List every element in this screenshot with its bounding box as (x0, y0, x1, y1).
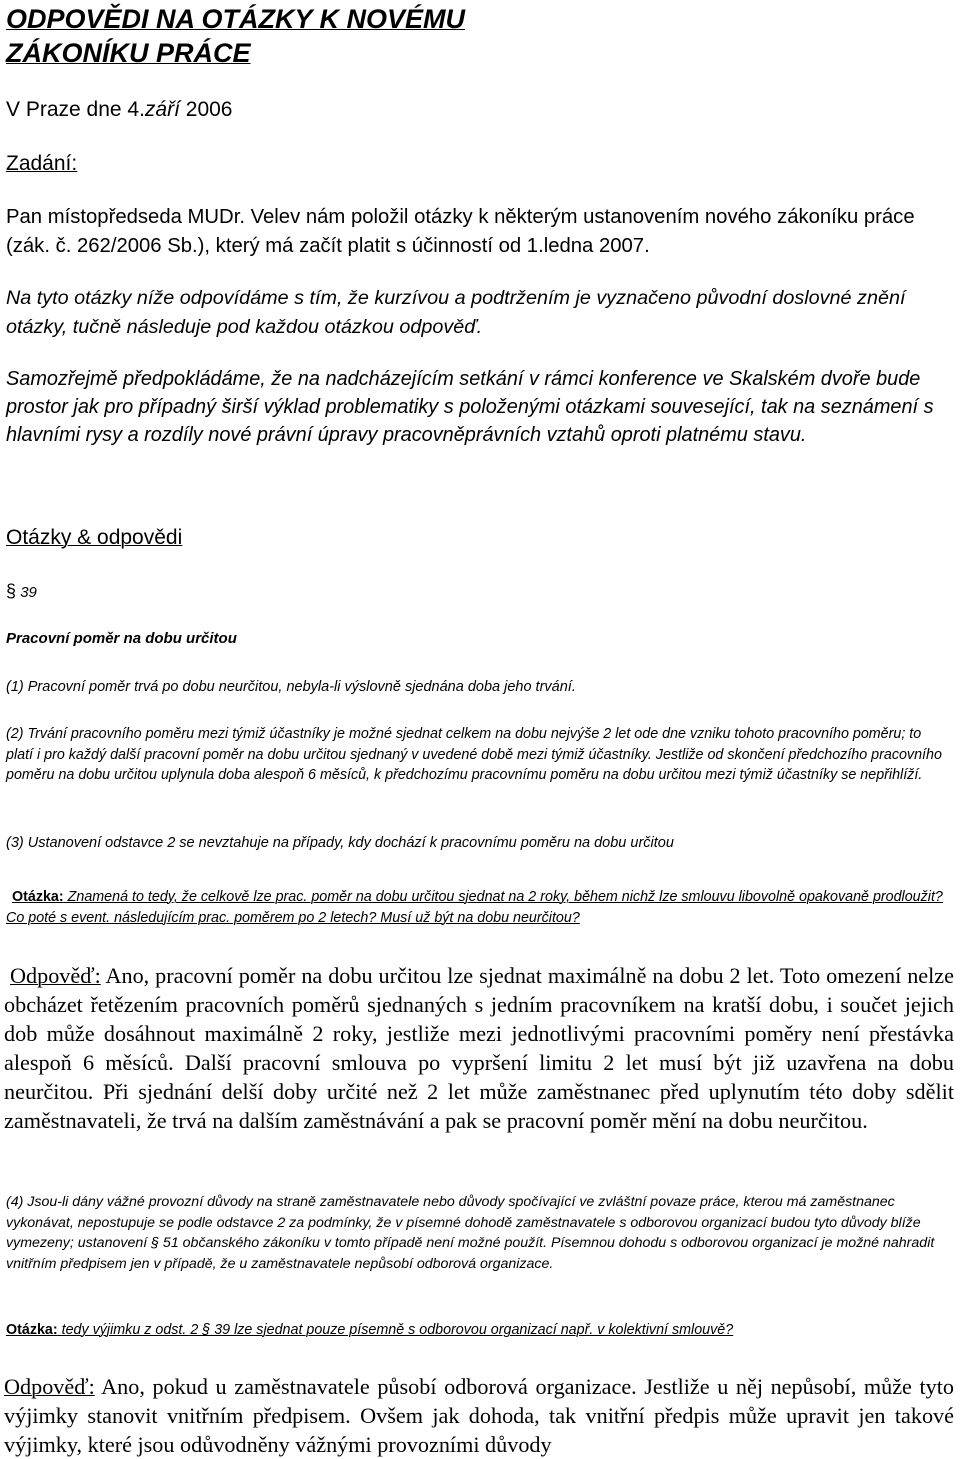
answer-1 (4, 961, 954, 1135)
answer-text: Ano, pracovní poměr na dobu určitou lze sjednat maximálně na dobu 2 let. Toto omezení nelze obcházet řetězením pracovních poměrů sjednaných s jedním pracovníkem na kratší dobu, i součet jejich dob může dosáhnout maximálně 2 roky, jestliže mezi jednotlivými pracovními poměry není přestávka alespoň 6 měsíců. Další pracovní smlouva po vypršení limitu 2 let musí být již uzavřena na dobu neurčitou. Při sjednání delší doby určité než 2 let může zaměstnanec před uplynutím této doby sdělit zaměstnavateli, že trvá na dalším zaměstnávání a pak se pracovní poměr mění na dobu neurčitou. (4, 963, 954, 1133)
question-2 (6, 1320, 733, 1341)
question-label: Otázka: (6, 1322, 58, 1338)
subsection-4: (4) Jsou-li dány vážné provozní důvody na straně zaměstnavatele nebo důvody spočívající ve zvláštní povaze práce, kterou má zaměstnanec vykonávat, nepostupuje se podle odstavce 2 za podmínky, že v písemné dohodě zaměstnavatele s odborovou organizací budou tyto důvody blíže vymezeny; ustanovení § 51 občanského zákoníku v tomto případě není možné použít. Písemnou dohodu s odborovou organizací je možné nahradit vnitřním předpisem jen v případě, že u zaměstnavatele nepůsobí odborová organizace. (6, 1194, 935, 1272)
answer-label: Odpověď: (4, 1374, 95, 1399)
intro-paragraph: Pan místopředseda MUDr. Velev nám položil otázky k některým ustanovením nového zákoníku práce (zák. č. 262/2006 Sb.), který má začít platit s účinností od 1.ledna 2007. (6, 206, 915, 257)
question-1 (6, 887, 946, 929)
subsection-2: (2) Trvání pracovního poměru mezi týmiž účastníky je možné sjednat celkem na dobu nejvýše 2 let ode dne vzniku tohoto pracovního poměru; to platí i pro každý další pracovní poměr na dobu určitou sjednaný v uvedené době mezi týmiž účastníky. Jestliže od skončení předchozího pracovního poměru na dobu určitou uplynula doba alespoň 6 měsíců, k předchozímu pracovnímu poměru na dobu určitou mezi týmiž účastníky se nepřihlíží. (6, 726, 942, 783)
subsection-3: (3) Ustanovení odstavce 2 se nevztahuje na případy, kdy dochází k pracovnímu poměru na dobu určitou (6, 835, 674, 851)
answer-2 (4, 1372, 954, 1459)
section-symbol: § (6, 581, 17, 601)
answer-text: Ano, pokud u zaměstnavatele působí odborová organizace. Jestliže u něj nepůsobí, může tyto výjimky stanovit vnitřním předpisem. Ovšem jak dohoda, tak vnitřní předpis může upravit jen takové výjimky, které jsou odůvodněny vážnými provozními důvody (4, 1374, 954, 1457)
zadani-heading: Zadání: (6, 152, 78, 175)
expectation-paragraph: Samozřejmě předpokládáme, že na nadcházejícím setkání v rámci konference ve Skalském dvoře bude prostor jak pro případný širší výklad problematiky s položenými otázkami souvesející, tak na seznámení s hlavními rysy a rozdíly nové právní úpravy pracovněprávních vztahů oproti platnému stavu. (6, 368, 934, 446)
question-label: Otázka: (12, 889, 64, 905)
section-number (6, 580, 37, 604)
explanation-paragraph: Na tyto otázky níže odpovídáme s tím, že kurzívou a podtržením je vyznačeno původní doslovné znění otázky, tučně následuje pod každou otázkou odpověď. (6, 287, 906, 338)
subsection-1: (1) Pracovní poměr trvá po dobu neurčitou, nebyla-li výslovně sjednána doba jeho trvání. (6, 679, 576, 695)
document-title: ODPOVĚDI NA OTÁZKY K NOVÉMU ZÁKONÍKU PRÁCE (6, 4, 466, 68)
qa-heading: Otázky & odpovědi (6, 526, 183, 549)
answer-label: Odpověď: (10, 963, 101, 988)
date-year: 2006 (179, 98, 233, 121)
question-text: Znamená to tedy, že celkově lze prac. poměr na dobu určitou sjednat na 2 roky, během nichž lze smlouvu libovolně opakovaně prodloužit? Co poté s event. následujícím prac. poměrem po 2 letech? Musí už být na dobu neurčitou? (6, 889, 943, 926)
date-prefix: V Praze dne 4. (6, 98, 145, 121)
date-line (6, 96, 233, 124)
section-title: Pracovní poměr na dobu určitou (6, 630, 237, 647)
question-text: tedy výjimku z odst. 2 § 39 lze sjednat pouze písemně s odborovou organizací např. v kolektivní smlouvě? (57, 1322, 734, 1338)
date-month: září (144, 98, 180, 121)
section-number-value: 39 (20, 584, 37, 601)
